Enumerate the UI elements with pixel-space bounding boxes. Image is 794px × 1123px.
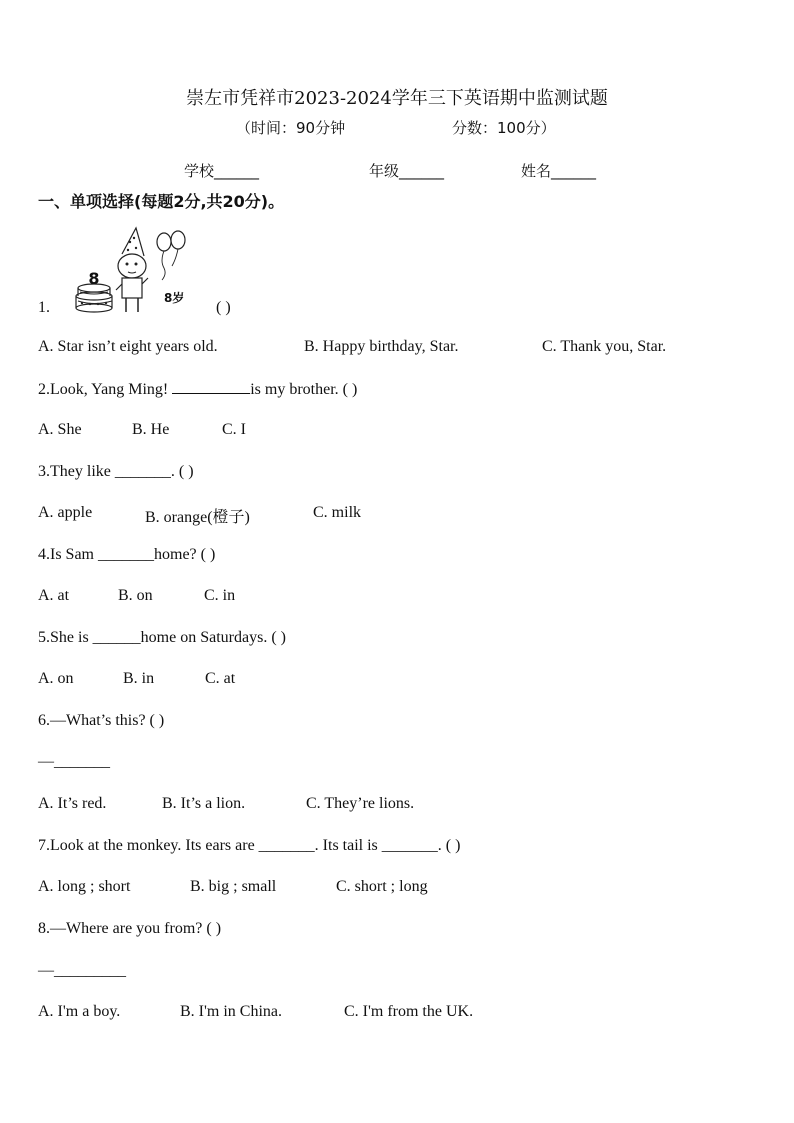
q7-option-b[interactable]: B. big ; small [190, 878, 277, 895]
q5-option-c[interactable]: C. at [205, 670, 236, 687]
q1-option-a[interactable]: A. Star isn’t eight years old. [38, 338, 218, 355]
q4-option-b[interactable]: B. on [118, 587, 153, 604]
q3-option-c[interactable]: C. milk [313, 504, 362, 521]
question-2-stem [38, 379, 357, 399]
q2-blank [172, 379, 250, 394]
q2-option-a[interactable]: A. She [38, 421, 82, 438]
exam-title: 崇左市凭祥市2023-2024学年三下英语期中监测试题 [186, 88, 608, 109]
section-heading: 一、单项选择(每题2分,共20分)。 [38, 192, 285, 211]
question-8-answer-line: —_________ [38, 962, 126, 979]
question-5-stem: 5.She is ______home on Saturdays. ( ) [38, 629, 286, 646]
q4-option-a[interactable]: A. at [38, 587, 70, 604]
q1-option-c[interactable]: C. Thank you, Star. [542, 338, 667, 355]
name-field: 姓名______ [521, 162, 597, 180]
q8-option-c[interactable]: C. I'm from the UK. [344, 1003, 474, 1020]
grade-field: 年级______ [369, 162, 445, 180]
birthday-illustration [72, 226, 196, 318]
q6-option-c[interactable]: C. They’re lions. [306, 795, 415, 812]
question-4-stem: 4.Is Sam _______home? ( ) [38, 546, 216, 563]
question-8-stem: 8.—Where are you from? ( ) [38, 920, 222, 937]
cake-icon [76, 269, 112, 312]
question-1-number: 1. [38, 299, 50, 316]
exam-score: 分数：100分） [452, 119, 556, 137]
q2-stem-end: is my brother. ( ) [250, 381, 358, 398]
exam-time: （时间：90分钟 [236, 119, 346, 137]
q2-option-c[interactable]: C. I [222, 421, 246, 438]
q2-option-b[interactable]: B. He [132, 421, 170, 438]
child-icon [116, 228, 148, 312]
q2-stem-start: 2.Look, Yang Ming! [38, 381, 173, 398]
q7-option-a[interactable]: A. long ; short [38, 878, 131, 895]
q1-option-b[interactable]: B. Happy birthday, Star. [304, 338, 459, 355]
q6-option-b[interactable]: B. It’s a lion. [162, 795, 246, 812]
q8-option-b[interactable]: B. I'm in China. [180, 1003, 282, 1020]
q4-option-c[interactable]: C. in [204, 587, 236, 604]
question-6-answer-line: —_______ [38, 753, 110, 770]
q3-option-b[interactable]: B. orange(橙子) [145, 509, 250, 526]
q3-option-a[interactable]: A. apple [38, 504, 93, 521]
q5-option-a[interactable]: A. on [38, 670, 74, 687]
age-label: 8岁 [164, 291, 185, 305]
question-7-stem: 7.Look at the monkey. Its ears are _______. Its tail is _______. ( ) [38, 837, 461, 854]
school-field: 学校______ [184, 162, 260, 180]
question-3-stem: 3.They like _______. ( ) [38, 463, 194, 480]
question-1-answer-paren: ( ) [216, 299, 231, 316]
question-6-stem: 6.—What’s this? ( ) [38, 712, 165, 729]
q5-option-b[interactable]: B. in [123, 670, 155, 687]
q7-option-c[interactable]: C. short ; long [336, 878, 428, 895]
cake-number: 8 [88, 269, 100, 288]
q6-option-a[interactable]: A. It’s red. [38, 795, 107, 812]
balloons-icon [157, 231, 185, 280]
q8-option-a[interactable]: A. I'm a boy. [38, 1003, 121, 1020]
